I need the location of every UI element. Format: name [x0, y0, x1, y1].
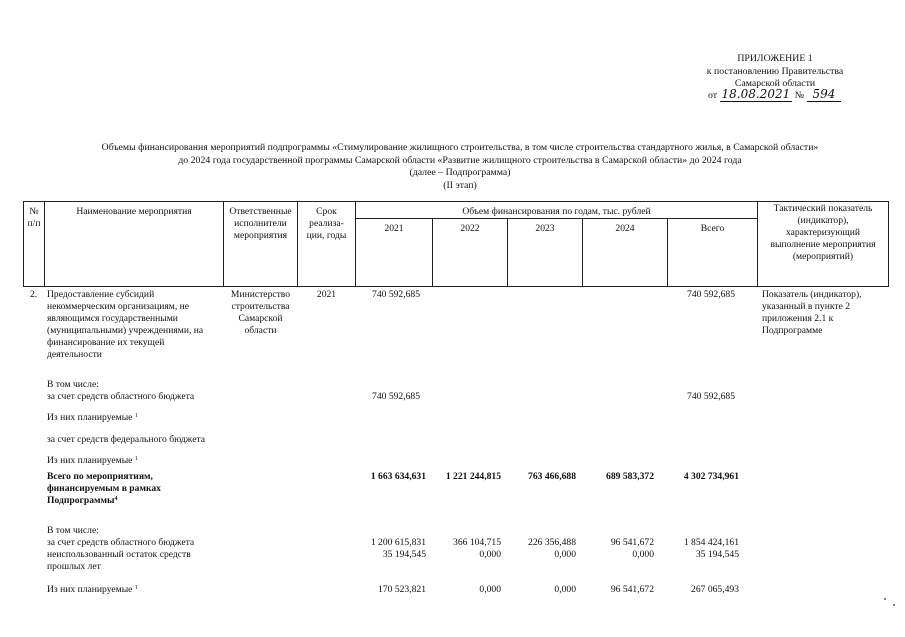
total-2023: 763 466,688: [528, 471, 576, 482]
total-planned-all: 267 065,493: [691, 584, 739, 595]
total-regional-2024: 96 541,672: [610, 537, 654, 548]
row2-name: Предоставление субсидий некоммерческим организациям, не являющимся государственными (муниципальными) учреждениями, на финансирование их текущей деятельности: [47, 289, 204, 360]
col-header-name: Наименование мероприятия: [76, 206, 192, 217]
scan-speck: [893, 604, 895, 606]
total-planned-2021: 170 523,821: [378, 584, 426, 595]
row2-responsible: Министерство строительства Самарской области: [230, 289, 291, 336]
number-value: 594: [807, 87, 842, 102]
appendix-title: ПРИЛОЖЕНИЕ 1: [737, 53, 813, 64]
total-planned-2024: 96 541,672: [610, 584, 654, 595]
title-line-4: (II этап): [443, 179, 477, 191]
number-prefix: №: [794, 90, 805, 101]
title-line-3: (далее – Подпрограмма): [409, 167, 511, 178]
total-planned-2022: 0,000: [479, 584, 501, 595]
col-header-2022: 2022: [460, 223, 480, 234]
row2-planned-1-footnote: 1: [134, 413, 138, 419]
total-planned-footnote: 1: [134, 585, 138, 591]
title-line-2: до 2024 года государственной программы Самарской области «Развитие жилищного строительства в Самарской области» до 2024 года: [178, 154, 742, 166]
date-prefix: от: [708, 90, 718, 101]
date-value: 18.08.2021: [721, 87, 791, 101]
total-regional-2022: 366 104,715: [453, 537, 501, 548]
row2-planned-2-footnote: 1: [134, 456, 138, 462]
total-planned-2023: 0,000: [554, 584, 576, 595]
row2-planned-2-label: Из них планируемые: [47, 455, 133, 466]
col-header-indicator: Тактический показатель (индикатор), характеризующий выполнение мероприятия (мероприятий): [770, 203, 876, 262]
document-title: [40, 142, 880, 192]
col-header-2021: 2021: [384, 223, 404, 234]
total-including: В том числе:: [47, 525, 99, 536]
total-2022: 1 221 244,815: [445, 471, 501, 482]
total-unused-2024: 0,000: [632, 549, 654, 560]
total-label-footnote: 4: [114, 496, 118, 502]
total-planned: [47, 584, 138, 596]
total-all: 4 302 734,961: [683, 471, 739, 482]
row2-planned-2: [47, 455, 138, 467]
total-unused-2023: 0,000: [554, 549, 576, 560]
total-label: [47, 471, 223, 507]
col-header-2023: 2023: [535, 223, 555, 234]
total-label-text: Всего по мероприятиям, финансируемым в рамках Подпрограммы: [47, 471, 161, 506]
row2-indicator: Показатель (индикатор), указанный в пункте 2 приложения 2.1 к Подпрограмме: [762, 289, 862, 336]
row2-planned-1-label: Из них планируемые: [47, 412, 133, 423]
total-planned-label: Из них планируемые: [47, 584, 133, 595]
row2-regional-label: за счет средств областного бюджета: [47, 391, 195, 402]
total-2024: 689 583,372: [606, 471, 654, 482]
total-regional-label: за счет средств областного бюджета: [47, 537, 195, 548]
col-header-term: Срок реализа- ции, годы: [306, 206, 347, 241]
total-2021: 1 663 634,631: [370, 471, 426, 482]
total-regional-2023: 226 356,488: [528, 537, 576, 548]
col-header-2024: 2024: [615, 223, 635, 234]
row2-regional-total: 740 592,685: [687, 391, 735, 402]
appendix-resolution: к постановлению Правительства: [706, 65, 844, 77]
appendix-region: Самарской области: [734, 78, 816, 89]
total-regional-all: 1 854 424,161: [683, 537, 739, 548]
appendix-header: [690, 53, 860, 91]
row2-planned-1: [47, 412, 138, 424]
row2-value-total: 740 592,685: [687, 289, 735, 300]
row2-term: 2021: [316, 289, 337, 300]
total-unused-2021: 35 194,545: [382, 549, 426, 560]
row2-including: В том числе:: [47, 379, 99, 390]
row2-value-2021: 740 592,685: [372, 289, 420, 300]
title-line-1: Объемы финансирования мероприятий подпрограммы «Стимулирование жилищного строительства, в том числе строительства стандартного жилья, в Самарской области»: [101, 142, 819, 153]
col-header-responsible: Ответственные исполнители мероприятия: [229, 206, 292, 241]
col-header-volume: Объем финансирования по годам, тыс. рублей: [462, 206, 651, 217]
total-unused-label: неиспользованный остаток средств прошлых лет: [47, 549, 191, 572]
appendix-date-line: [708, 88, 858, 103]
total-unused-2022: 0,000: [479, 549, 501, 560]
total-unused-all: 35 194,545: [695, 549, 739, 560]
row2-num: 2.: [30, 289, 38, 300]
row2-federal-label: за счет средств федерального бюджета: [47, 434, 206, 445]
col-header-num: № п/п: [27, 206, 41, 229]
scan-speck: [884, 598, 886, 600]
total-regional-2021: 1 200 615,831: [370, 537, 426, 548]
col-header-total: Всего: [700, 223, 725, 234]
row2-regional-2021: 740 592,685: [372, 391, 420, 402]
